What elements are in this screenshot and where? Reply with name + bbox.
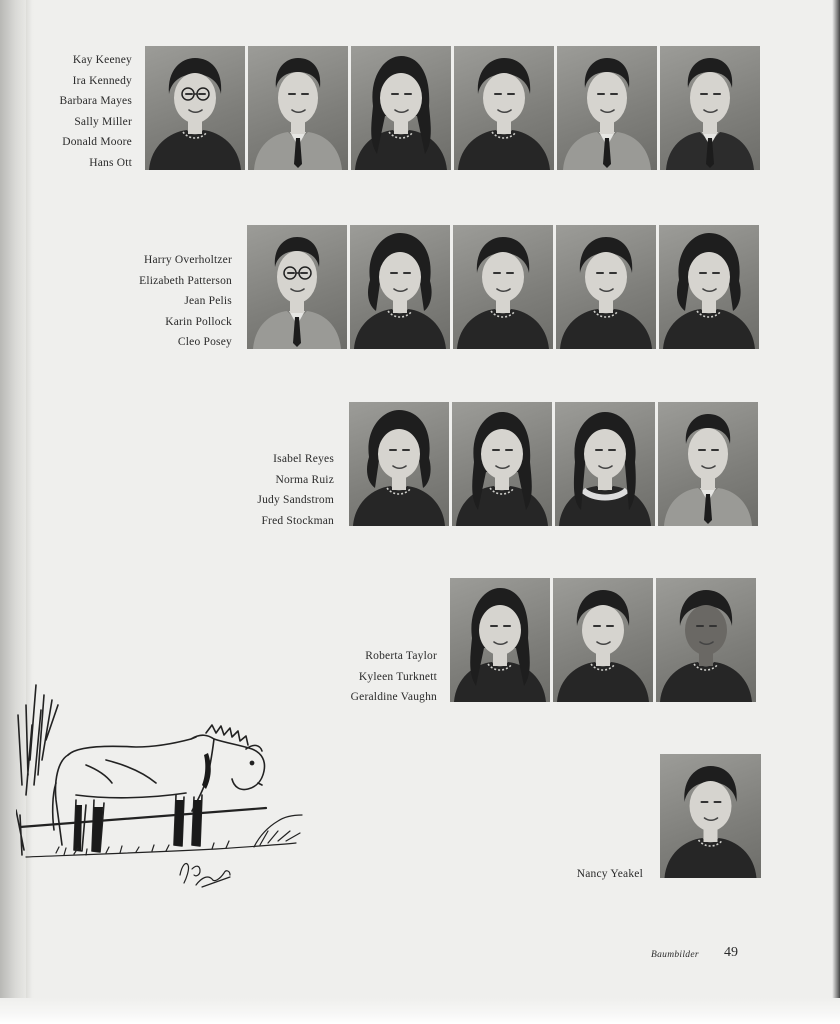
student-name: Geraldine Vaughn [350, 691, 437, 703]
portrait-photo [247, 225, 347, 349]
student-name: Hans Ott [89, 156, 132, 169]
footer-publication-title: Baumbilder [651, 950, 699, 960]
student-name: Ira Kennedy [72, 74, 132, 87]
page-number: 49 [724, 945, 738, 960]
photos-row-3 [349, 402, 758, 526]
student-name: Elizabeth Patterson [139, 274, 232, 287]
student-name: Nancy Yeakel [576, 868, 643, 880]
student-name: Kay Keeney [72, 54, 132, 66]
student-name: Roberta Taylor [365, 650, 437, 662]
names-row-2 [139, 250, 232, 353]
photos-row-4 [450, 578, 756, 702]
portrait-photo [453, 225, 553, 349]
student-name: Donald Moore [62, 136, 132, 148]
photos-row-1 [145, 46, 760, 170]
student-name: Kyleen Turknett [358, 670, 437, 683]
portrait-photo [351, 46, 451, 170]
student-name: Isabel Reyes [273, 453, 334, 465]
student-name: Harry Overholtzer [143, 254, 232, 266]
portrait-photo [660, 46, 760, 170]
names-row-1 [59, 50, 132, 173]
names-row-3 [257, 449, 334, 531]
portrait-photo [659, 225, 759, 349]
page-bottom-edge [0, 998, 840, 1024]
portrait-photo [349, 402, 449, 526]
student-name: Fred Stockman [261, 514, 334, 527]
student-name: Barbara Mayes [59, 95, 132, 107]
student-name: Cleo Posey [177, 336, 232, 348]
portrait-photo [350, 225, 450, 349]
portrait-photo [555, 402, 655, 526]
portrait-photo [557, 46, 657, 170]
portrait-photo [248, 46, 348, 170]
names-row-4 [351, 646, 437, 708]
portrait-photo [452, 402, 552, 526]
portrait-photo [553, 578, 653, 702]
student-name: Jean Pelis [184, 295, 232, 307]
portrait-photo [656, 578, 756, 702]
portrait-photo [556, 225, 656, 349]
portrait-photo [658, 402, 758, 526]
page-right-edge [832, 0, 840, 1024]
portrait-photo [450, 578, 550, 702]
student-name: Judy Sandstrom [257, 494, 334, 506]
portrait-photo [660, 754, 761, 878]
horse-sketch-illustration [16, 665, 316, 900]
portrait-photo [454, 46, 554, 170]
names-row-5 [577, 864, 643, 885]
student-name: Karin Pollock [165, 315, 232, 328]
portrait-photo [145, 46, 245, 170]
student-name: Sally Miller [74, 115, 132, 128]
student-name: Norma Ruiz [275, 473, 334, 486]
photos-row-5 [660, 754, 761, 878]
photos-row-2 [247, 225, 759, 349]
